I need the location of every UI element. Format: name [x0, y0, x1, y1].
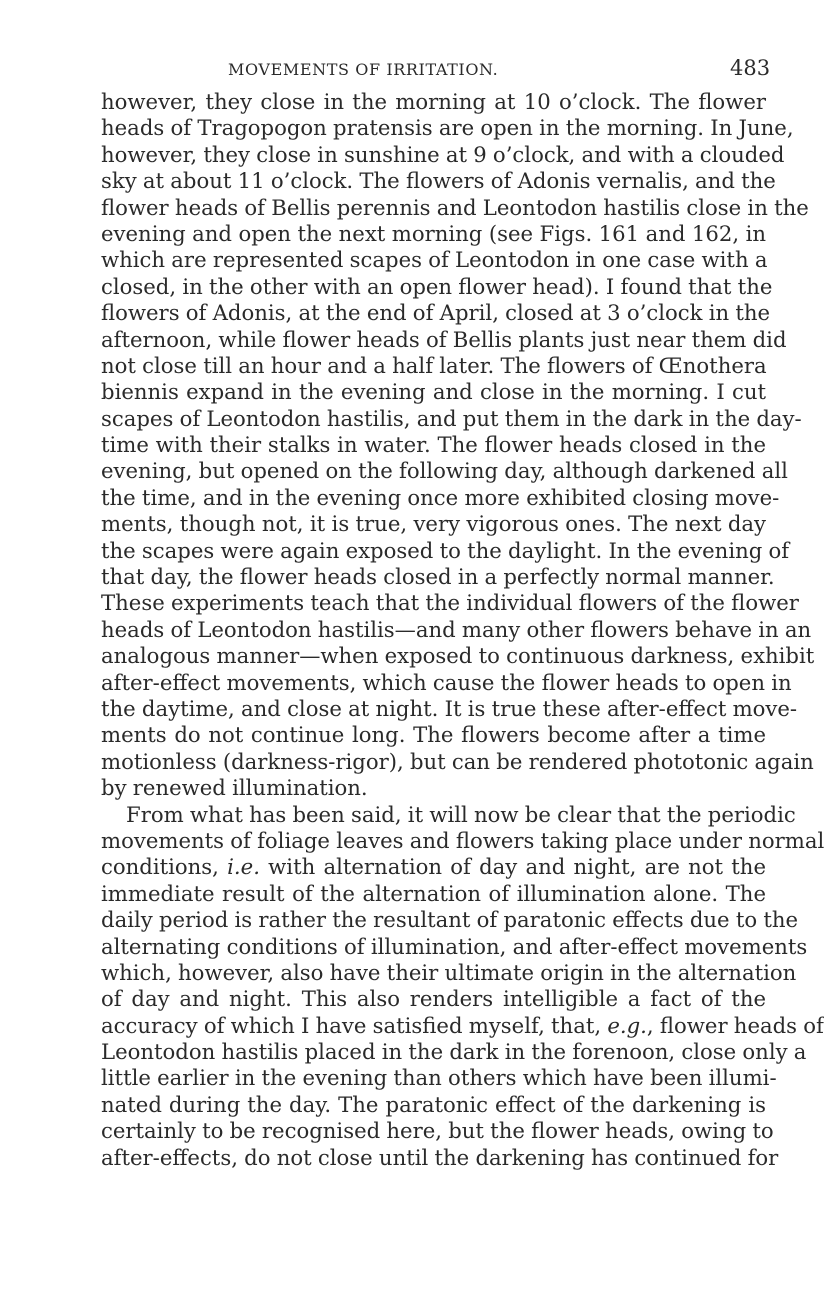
text-line: of day and night. This also renders intelligible a fact of the [101, 986, 766, 1012]
text-line: closed, in the other with an open flower head). I found that the [101, 273, 773, 299]
body-text [101, 89, 824, 1171]
running-title: MOVEMENTS OF IRRITATION. [228, 60, 499, 79]
text-line: nated during the day. The paratonic effect of the darkening is [101, 1091, 766, 1117]
text-run: with alternation of day and night, are not the [259, 854, 766, 880]
text-line: the scapes were again exposed to the daylight. In the evening of [101, 537, 790, 563]
text-line: alternating conditions of illumination, and after-effect movements [101, 933, 808, 959]
text-line: however, they close in the morning at 10 o’clock. The flower [101, 89, 766, 114]
text-line: analogous manner—when exposed to continuous darkness, exhibit [101, 643, 815, 669]
text-line: biennis expand in the evening and close in the morning. I cut [101, 379, 766, 405]
text-line: flower heads of Bellis perennis and Leontodon hastilis close in the [101, 194, 809, 220]
text-line: immediate result of the alternation of illumination alone. The [101, 880, 766, 906]
text-line: ments do not continue long. The flowers become after a time [101, 722, 766, 748]
text-line: which, however, also have their ultimate origin in the alternation [101, 959, 797, 985]
text-line: by renewed illumination. [101, 775, 368, 801]
text-line: afternoon, while flower heads of Bellis plants just near them did [101, 326, 787, 352]
text-line: after-effects, do not close until the darkening has continued for [101, 1144, 779, 1170]
text-line: scapes of Leontodon hastilis, and put them in the dark in the day- [101, 405, 802, 431]
text-line: little earlier in the evening than others which have been illumi- [101, 1065, 777, 1091]
text-line: heads of Leontodon hastilis—and many other flowers behave in an [101, 616, 812, 642]
text-line: From what has been said, it will now be clear that the periodic [126, 801, 796, 827]
text-run: , flower heads of [646, 1012, 824, 1038]
text-line [101, 1012, 824, 1039]
text-line: flowers of Adonis, at the end of April, closed at 3 o’clock in the [101, 300, 771, 326]
text-run: conditions, [101, 854, 228, 880]
text-run: accuracy of which I have satisfied myself, that, [101, 1012, 608, 1038]
text-line: Leontodon hastilis placed in the dark in the forenoon, close only a [101, 1039, 807, 1065]
text-line: which are represented scapes of Leontodon in one case with a [101, 247, 768, 273]
running-head [0, 56, 800, 86]
text-line: after-effect movements, which cause the flower heads to open in [101, 669, 792, 695]
text-line: the time, and in the evening once more exhibited closing move- [101, 484, 780, 510]
text-line: however, they close in sunshine at 9 o’clock, and with a clouded [101, 141, 785, 167]
text-line: ments, though not, it is true, very vigorous ones. The next day [101, 511, 766, 537]
text-line: movements of foliage leaves and flowers taking place under normal [101, 827, 824, 853]
text-line: not close till an hour and a half later. The flowers of Œnothera [101, 352, 767, 378]
text-line: certainly to be recognised here, but the flower heads, owing to [101, 1118, 774, 1144]
text-line: time with their stalks in water. The flower heads closed in the [101, 432, 766, 458]
text-line: that day, the flower heads closed in a perfectly normal manner. [101, 564, 775, 590]
italic-abbreviation: e.g. [607, 1012, 647, 1038]
italic-abbreviation: i.e. [227, 854, 260, 880]
text-line: evening and open the next morning (see Figs. 161 and 162, in [101, 220, 766, 246]
text-line [101, 854, 766, 880]
text-line: heads of Tragopogon pratensis are open in the morning. In June, [101, 115, 794, 141]
text-line: evening, but opened on the following day, although darkened all [101, 458, 788, 484]
text-line: motionless (darkness-rigor), but can be rendered phototonic again [101, 748, 814, 774]
text-line: These experiments teach that the individual flowers of the flower [101, 590, 799, 616]
text-line: daily period is rather the resultant of paratonic effects due to the [101, 907, 799, 933]
page-number: 483 [730, 56, 771, 80]
text-line: sky at about 11 o’clock. The flowers of Adonis vernalis, and the [101, 168, 776, 194]
text-line: the daytime, and close at night. It is true these after-effect move- [101, 695, 798, 721]
